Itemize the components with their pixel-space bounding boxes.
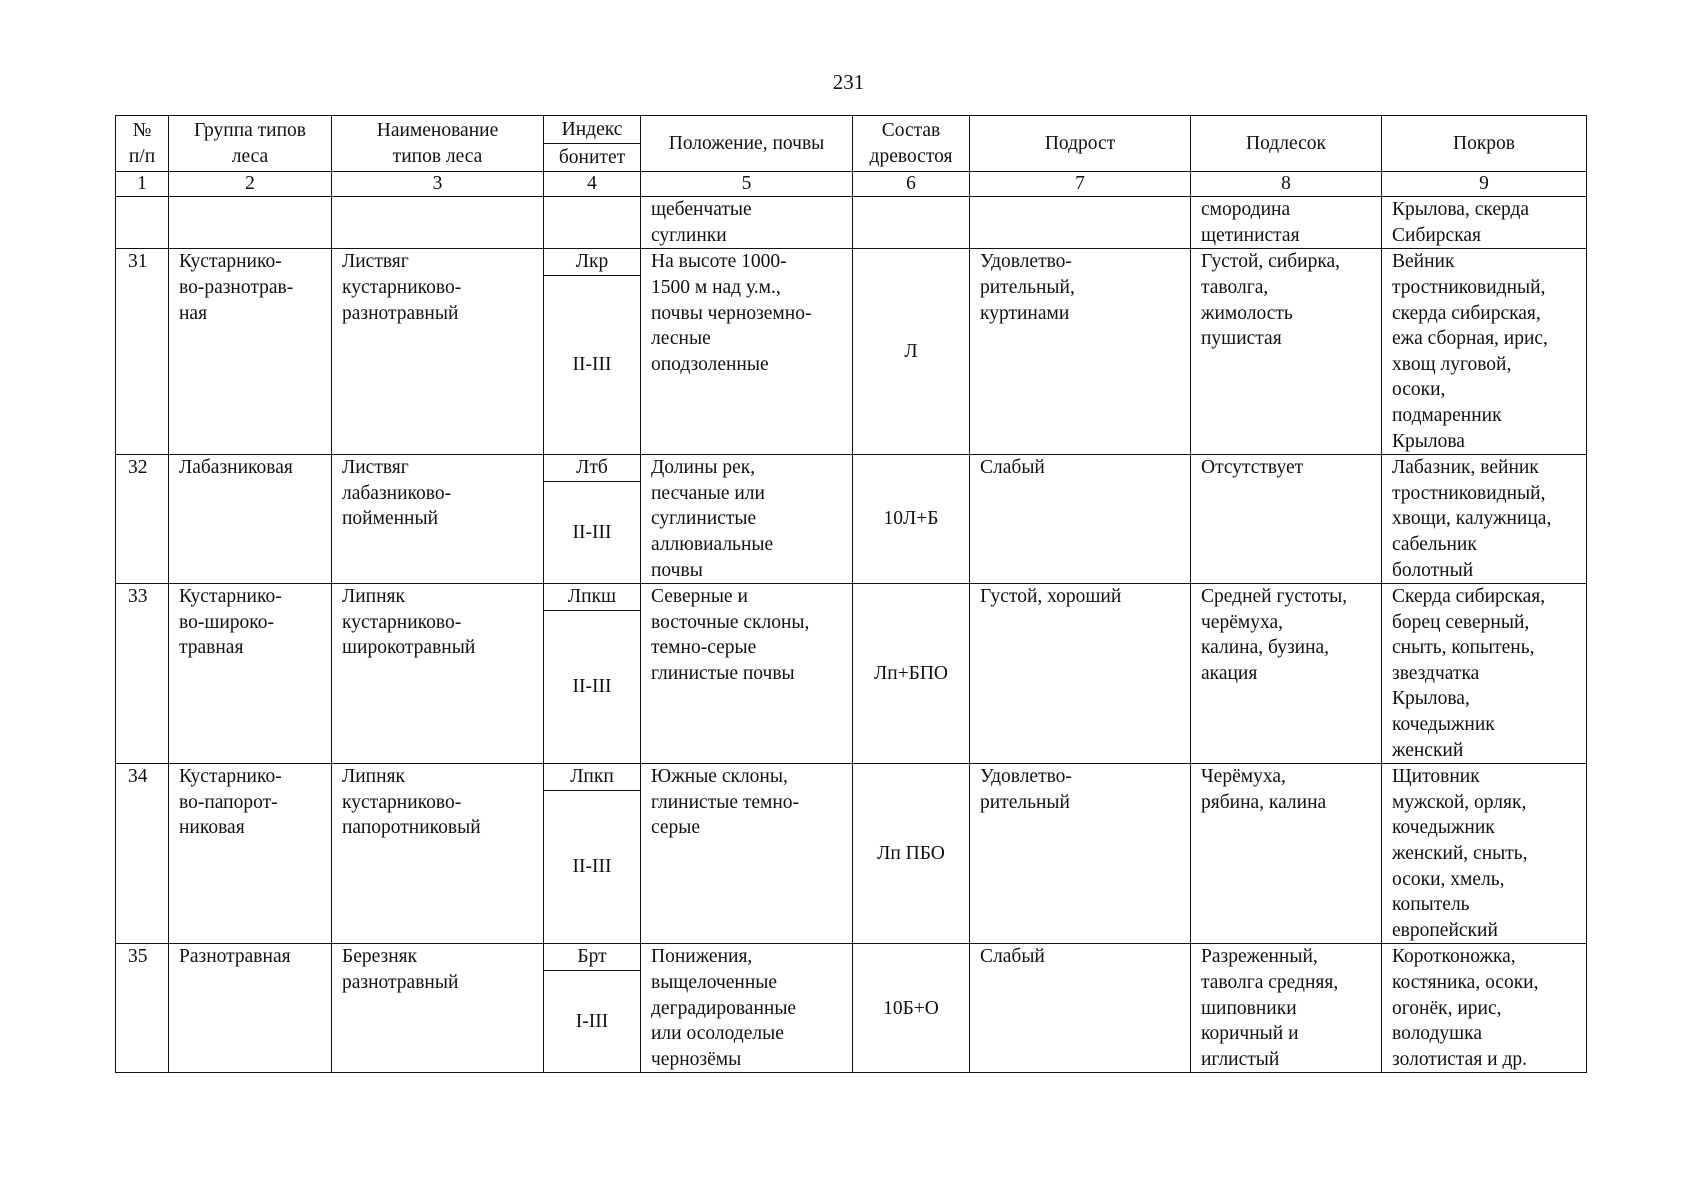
index-class: II-III <box>572 676 612 698</box>
index-code: Брт <box>544 944 640 971</box>
cell-group: Кустарнико- во-разнотрав- ная <box>169 249 332 455</box>
table-row <box>116 944 1587 1073</box>
cell-index <box>544 197 641 249</box>
cell-underbrush: Отсутствует <box>1191 455 1382 584</box>
header-composition: Состав древостоя <box>853 116 970 172</box>
header-name: Наименование типов леса <box>332 116 544 172</box>
cell-index <box>544 249 641 455</box>
column-number: 4 <box>544 172 641 197</box>
index-code: Лтб <box>544 455 640 482</box>
cell-group: Кустарнико- во-папорот- никовая <box>169 764 332 944</box>
cell-cover: Коротконожка, костяника, осоки, огонёк, ирис, володушка золотистая и др. <box>1382 944 1587 1073</box>
cell-group: Кустарнико- во-широко- травная <box>169 584 332 764</box>
header-cover: Покров <box>1382 116 1587 172</box>
cell-composition: 10Б+О <box>853 944 970 1073</box>
column-number: 9 <box>1382 172 1587 197</box>
cell-undergrowth: Слабый <box>970 455 1191 584</box>
cell-name: Липняк кустарниково- папоротниковый <box>332 764 544 944</box>
cell-undergrowth: Слабый <box>970 944 1191 1073</box>
cell-num <box>116 197 169 249</box>
cell-cover: Вейник тростниковидный, скерда сибирская, ежа сборная, ирис, хвощ луговой, осоки, подмаренник Крылова <box>1382 249 1587 455</box>
cell-position: Южные склоны, глинистые темно- серые <box>641 764 853 944</box>
cell-group: Разнотравная <box>169 944 332 1073</box>
column-number: 7 <box>970 172 1191 197</box>
index-code: Лпкп <box>544 764 640 791</box>
cell-undergrowth <box>970 197 1191 249</box>
column-number: 2 <box>169 172 332 197</box>
cell-composition <box>853 197 970 249</box>
cell-position: Долины рек, песчаные или суглинистые аллювиальные почвы <box>641 455 853 584</box>
cell-num: 32 <box>116 455 169 584</box>
cell-underbrush: Густой, сибирка, таволга, жимолость пушистая <box>1191 249 1382 455</box>
cell-index <box>544 455 641 584</box>
header-index-top: Индекс <box>544 117 640 145</box>
cell-name: Липняк кустарниково- широкотравный <box>332 584 544 764</box>
cell-num: 35 <box>116 944 169 1073</box>
header-undergrowth: Подрост <box>970 116 1191 172</box>
cell-index <box>544 944 641 1073</box>
cell-group: Лабазниковая <box>169 455 332 584</box>
index-class: II-III <box>572 354 612 376</box>
cell-name: Березняк разнотравный <box>332 944 544 1073</box>
header-group: Группа типов леса <box>169 116 332 172</box>
cell-cover: Скерда сибирская, борец северный, сныть, копытень, звездчатка Крылова, кочедыжник женский <box>1382 584 1587 764</box>
header-position: Положение, почвы <box>641 116 853 172</box>
cell-underbrush: Средней густоты, черёмуха, калина, бузина, акация <box>1191 584 1382 764</box>
cell-position: На высоте 1000- 1500 м над у.м., почвы черноземно- лесные оподзоленные <box>641 249 853 455</box>
continuation-row <box>116 197 1587 249</box>
cell-composition: Л <box>853 249 970 455</box>
index-code: Лкр <box>544 249 640 276</box>
cell-composition: Лп ПБО <box>853 764 970 944</box>
cell-position: Северные и восточные склоны, темно-серые глинистые почвы <box>641 584 853 764</box>
cell-name: Листвяг лабазниково- пойменный <box>332 455 544 584</box>
cell-cover: Крылова, скерда Сибирская <box>1382 197 1587 249</box>
column-number: 1 <box>116 172 169 197</box>
page-number: 231 <box>832 70 865 94</box>
index-class: II-III <box>572 856 612 878</box>
cell-num: 31 <box>116 249 169 455</box>
cell-num: 34 <box>116 764 169 944</box>
header-num: № п/п <box>116 116 169 172</box>
cell-cover: Щитовник мужской, орляк, кочедыжник женский, сныть, осоки, хмель, копытель европейский <box>1382 764 1587 944</box>
header-underbrush: Подлесок <box>1191 116 1382 172</box>
cell-position: щебенчатые суглинки <box>641 197 853 249</box>
cell-cover: Лабазник, вейник тростниковидный, хвощи, калужница, сабельник болотный <box>1382 455 1587 584</box>
column-number: 8 <box>1191 172 1382 197</box>
cell-composition: 10Л+Б <box>853 455 970 584</box>
cell-position: Понижения, выщелоченные деградированные или осолоделые чернозёмы <box>641 944 853 1073</box>
index-class: I-III <box>575 1010 609 1032</box>
cell-underbrush: смородина щетинистая <box>1191 197 1382 249</box>
column-number: 5 <box>641 172 853 197</box>
header-row <box>116 116 1587 172</box>
cell-name: Листвяг кустарниково- разнотравный <box>332 249 544 455</box>
cell-composition: Лп+БПО <box>853 584 970 764</box>
header-index <box>544 116 641 172</box>
forest-types-table <box>115 115 1587 1073</box>
cell-undergrowth: Удовлетво- рительный, куртинами <box>970 249 1191 455</box>
column-numbers-row <box>116 172 1587 197</box>
cell-name <box>332 197 544 249</box>
table-row <box>116 764 1587 944</box>
cell-underbrush: Разреженный, таволга средняя, шиповники коричный и иглистый <box>1191 944 1382 1073</box>
column-number: 6 <box>853 172 970 197</box>
cell-undergrowth: Густой, хороший <box>970 584 1191 764</box>
cell-underbrush: Черёмуха, рябина, калина <box>1191 764 1382 944</box>
index-class: II-III <box>572 521 612 543</box>
cell-index <box>544 584 641 764</box>
table-row <box>116 249 1587 455</box>
index-code: Лпкш <box>544 584 640 611</box>
table-row <box>116 584 1587 764</box>
cell-undergrowth: Удовлетво- рительный <box>970 764 1191 944</box>
cell-num: 33 <box>116 584 169 764</box>
cell-group <box>169 197 332 249</box>
table-row <box>116 455 1587 584</box>
header-index-bottom: бонитет <box>558 147 626 169</box>
column-number: 3 <box>332 172 544 197</box>
cell-index <box>544 764 641 944</box>
